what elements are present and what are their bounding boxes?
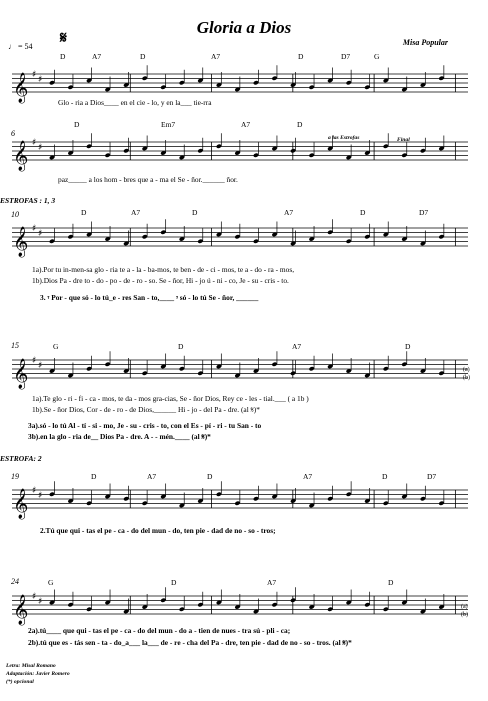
music-staff — [0, 480, 488, 524]
chord: G — [48, 578, 54, 587]
volta-label: a las Estrofas — [328, 135, 360, 141]
ending-label: (a) — [461, 604, 468, 610]
chord: D — [81, 208, 87, 217]
lyric-line: 3. 𝄾 Por - que só - lo tú_e - res San - to,____ 𝄾 só - lo tú Se - ñor, ______ — [40, 293, 259, 302]
chord: Em7 — [161, 120, 176, 129]
chord: A7 — [147, 472, 157, 481]
lyric-line: paz_____ a los hom - bres que a - ma el Se - ñor.______ ñor. — [58, 175, 238, 184]
chord: A7 — [131, 208, 141, 217]
music-staff — [0, 218, 488, 262]
sharp-icon: ♯ — [32, 592, 37, 602]
credit-note: (*) opcional — [6, 679, 34, 685]
segno-icon: 𝄋 — [60, 30, 67, 47]
chord: D — [140, 52, 146, 61]
subtitle: Misa Popular — [402, 38, 448, 47]
lyric-line: Glo - ria a Dios____ en el cie - lo, y en la___ tie-rra — [58, 98, 212, 107]
sharp-icon: ♯ — [32, 70, 37, 80]
chord: G — [374, 52, 380, 61]
section-label: ESTROFAS : 1, 3 — [0, 196, 56, 205]
chord-row — [0, 120, 488, 132]
sharp-icon: ♯ — [32, 486, 37, 496]
chord: D — [192, 208, 198, 217]
volta-label: Final — [397, 137, 410, 143]
system-3 — [0, 196, 488, 308]
sharp-icon: ♯ — [32, 138, 37, 148]
sharp-icon: ♯ — [32, 356, 37, 366]
chord: D7 — [427, 472, 437, 481]
chord: D — [207, 472, 213, 481]
lyric-line: 2a).tú____ que qui - tas el pe - ca - do del mun - do a - tien de nues - tra sú - pli - ca; — [28, 626, 291, 635]
lyric-line: 1b).Dios Pa - dre to - do - po - de - ro - so. Se - ñor, Hi - jo ú - ni - co, Je - su - cris - to. — [32, 276, 289, 285]
chord: D7 — [419, 208, 429, 217]
treble-clef-icon: 𝄞 — [13, 141, 29, 171]
section-label: ESTROFA: 2 — [0, 454, 42, 463]
treble-clef-icon: 𝄞 — [13, 595, 29, 625]
chord-row — [0, 52, 488, 64]
treble-clef-icon: 𝄞 — [13, 359, 29, 389]
sharp-icon: ♯ — [38, 361, 43, 371]
system-2 — [0, 120, 488, 186]
measure-number: 19 — [11, 472, 19, 481]
system-6 — [0, 570, 488, 654]
lyric-line: 1a).Por tu in-men-sa glo - ria te a - la - ba-mos, te ben - de - ci - mos, te a - do - ra - mos, — [32, 265, 295, 274]
system-4 — [0, 334, 488, 442]
chord: A7 — [241, 120, 251, 129]
chord: A7 — [92, 52, 102, 61]
chord: D — [298, 52, 304, 61]
page-title: Gloria a Dios — [196, 18, 292, 37]
chord: D — [74, 120, 80, 129]
measure-number: 15 — [11, 341, 19, 350]
lyric-line: 1b).Se - ñor Dios, Cor - de - ro - de Dios,______ Hi - jo - del Pa - dre. (al 𝄋)* — [32, 405, 260, 414]
sharp-icon: ♯ — [38, 143, 43, 153]
chord: D — [60, 52, 66, 61]
chord: A7 — [303, 472, 313, 481]
chord: D — [405, 342, 411, 351]
credit-adaptation: Adaptación: Javier Romero — [6, 671, 70, 677]
chord: D — [297, 120, 303, 129]
ending-label: (b) — [463, 375, 470, 381]
lyric-line: 2b).tú que es - tás sen - ta - do_a___ la___ de - re - cha del Pa - dre, ten pie - dad de no - so - tros. (al 𝄋)* — [28, 638, 352, 647]
chord: D — [382, 472, 388, 481]
ending-label: (b) — [461, 612, 468, 618]
lyric-line: 2.Tú que qui - tas el pe - ca - do del mun - do, ten pie - dad de no - so - tros; — [40, 526, 276, 535]
lyric-line: 1a).Te glo - ri - fi - ca - mos, te da - mos gra-cias, Se - ñor Dios, Rey ce - les - tial.___ ( a 1b ) — [32, 394, 309, 403]
ending-label: (a) — [463, 367, 470, 373]
lyric-line: 3b).en la glo - ria de__ Dios Pa - dre. A - - mén.____ (al 𝄋)* — [28, 432, 211, 441]
system-5 — [0, 454, 488, 538]
measure-number: 24 — [11, 577, 19, 586]
treble-clef-icon: 𝄞 — [13, 227, 29, 257]
music-staff — [0, 586, 488, 630]
chord: D — [178, 342, 184, 351]
music-staff — [0, 350, 488, 394]
sharp-icon: ♯ — [32, 224, 37, 234]
sharp-icon: ♯ — [38, 229, 43, 239]
chord: D — [388, 578, 394, 587]
system-1 — [0, 52, 488, 114]
sharp-icon: ♯ — [38, 75, 43, 85]
chord: A7 — [211, 52, 221, 61]
credit-lyrics: Letra: Misal Romano — [6, 663, 56, 669]
chord: D — [360, 208, 366, 217]
measure-number: 10 — [11, 210, 19, 219]
chord: D — [91, 472, 97, 481]
measure-number: 6 — [11, 129, 15, 138]
treble-clef-icon: 𝄞 — [13, 73, 29, 103]
music-staff — [0, 132, 488, 176]
chord: D — [171, 578, 177, 587]
chord: D7 — [341, 52, 351, 61]
tempo-marking: ♩ = 54 — [8, 42, 33, 51]
lyric-line: 3a).só - lo tú Al - tí - si - mo, Je - su - cris - to, con el Es - pí - ri - tu San - to — [28, 421, 262, 430]
chord: A7 — [267, 578, 277, 587]
sharp-icon: ♯ — [38, 491, 43, 501]
chord: G — [53, 342, 59, 351]
treble-clef-icon: 𝄞 — [13, 489, 29, 519]
chord: A7 — [284, 208, 294, 217]
sharp-icon: ♯ — [38, 597, 43, 607]
chord: A7 — [292, 342, 302, 351]
